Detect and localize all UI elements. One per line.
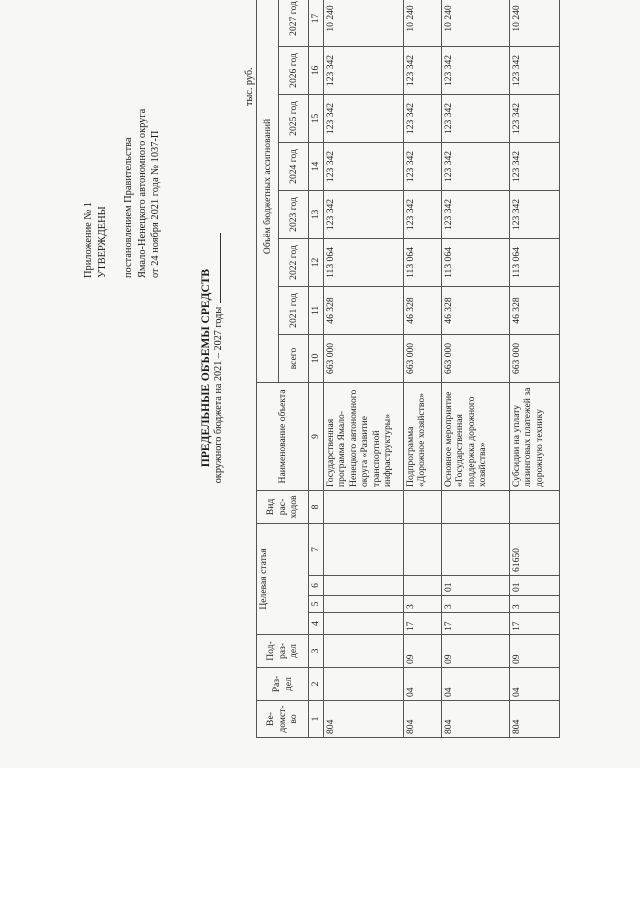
cell-subsection: 09 — [441, 635, 509, 668]
header-subsection: Под-раз-дел — [257, 635, 309, 668]
cell-exptype — [323, 490, 403, 523]
approval-decree: постановлением Правительства — [123, 137, 134, 278]
cell-target-3 — [403, 576, 441, 596]
rotated-document — [0, 1, 640, 768]
cell-year-value: 123 342 — [403, 46, 441, 94]
cell-year-value: 46 328 — [509, 286, 559, 334]
cell-subsection: 09 — [509, 635, 559, 668]
col-number: 17 — [309, 0, 324, 46]
cell-target-4 — [441, 523, 509, 575]
cell-target-2 — [323, 596, 403, 613]
col-number: 3 — [309, 635, 324, 668]
cell-year-value: 123 342 — [323, 142, 403, 190]
cell-section: 04 — [441, 668, 509, 701]
col-number: 16 — [309, 46, 324, 94]
cell-name: Субсидии на уплату лизинговых платежей за дорожную технику — [509, 382, 559, 490]
cell-dept: 804 — [323, 701, 403, 738]
cell-year-value: 123 342 — [509, 46, 559, 94]
header-section: Раз-дел — [257, 668, 309, 701]
col-number: 6 — [309, 576, 324, 596]
cell-target-1: 17 — [509, 613, 559, 635]
cell-name: Основное мероприятие «Государственная поддержка дорожного хозяйства» — [441, 382, 509, 490]
cell-total: 663 000 — [441, 334, 509, 382]
cell-dept: 804 — [403, 701, 441, 738]
cell-target-3: 01 — [441, 576, 509, 596]
approval-block — [82, 109, 163, 278]
cell-target-3 — [323, 576, 403, 596]
cell-year-value: 123 342 — [509, 94, 559, 142]
cell-total: 663 000 — [403, 334, 441, 382]
col-number: 7 — [309, 523, 324, 575]
cell-exptype — [441, 490, 509, 523]
cell-year-value: 123 342 — [323, 46, 403, 94]
cell-subsection — [323, 635, 403, 668]
cell-dept: 804 — [441, 701, 509, 738]
cell-total: 663 000 — [509, 334, 559, 382]
cell-year-value: 10 240 — [509, 0, 559, 46]
col-number: 2 — [309, 668, 324, 701]
document-title: ПРЕДЕЛЬНЫЕ ОБЪЕМЫ СРЕДСТВ — [200, 268, 212, 468]
cell-target-2: 3 — [403, 596, 441, 613]
col-number: 13 — [309, 190, 324, 238]
col-number: 9 — [309, 382, 324, 490]
cell-target-1: 17 — [403, 613, 441, 635]
header-total: всего — [279, 334, 309, 382]
cell-section: 04 — [403, 668, 441, 701]
col-number: 4 — [309, 613, 324, 635]
col-number: 1 — [309, 701, 324, 738]
cell-year-value: 46 328 — [441, 286, 509, 334]
header-year: 2021 год — [279, 286, 309, 334]
cell-year-value: 123 342 — [441, 190, 509, 238]
table-row — [323, 0, 403, 738]
approval-government: Ямало-Ненецкого автономного округа — [136, 108, 148, 278]
subtitle-blank-line — [220, 233, 221, 303]
cell-year-value: 123 342 — [403, 190, 441, 238]
cell-year-value: 113 064 — [509, 238, 559, 286]
header-exptype: Вид рас-ходов — [257, 490, 309, 523]
header-year: 2026 год — [279, 46, 309, 94]
header-name: Наименование объекта — [257, 382, 309, 490]
col-number: 5 — [309, 596, 324, 613]
col-number: 15 — [309, 94, 324, 142]
col-number: 12 — [309, 238, 324, 286]
approval-approved: УТВЕРЖДЕНЫ — [96, 206, 108, 278]
cell-target-1 — [323, 613, 403, 635]
header-year: 2027 год — [279, 0, 309, 46]
cell-target-4: 61650 — [509, 523, 559, 575]
col-number: 8 — [309, 490, 324, 523]
cell-year-value: 123 342 — [441, 46, 509, 94]
budget-table — [256, 0, 560, 738]
col-number: 11 — [309, 286, 324, 334]
cell-year-value: 46 328 — [323, 286, 403, 334]
cell-year-value: 123 342 — [323, 94, 403, 142]
cell-year-value: 113 064 — [441, 238, 509, 286]
cell-target-1: 17 — [441, 613, 509, 635]
header-year: 2024 год — [279, 142, 309, 190]
cell-year-value: 10 240 — [403, 0, 441, 46]
cell-year-value: 113 064 — [403, 238, 441, 286]
cell-target-3: 01 — [509, 576, 559, 596]
cell-section — [323, 668, 403, 701]
cell-target-4 — [323, 523, 403, 575]
header-year: 2025 год — [279, 94, 309, 142]
col-number: 14 — [309, 142, 324, 190]
cell-year-value: 123 342 — [509, 190, 559, 238]
cell-total: 663 000 — [323, 334, 403, 382]
cell-section: 04 — [509, 668, 559, 701]
cell-target-2: 3 — [441, 596, 509, 613]
cell-year-value: 123 342 — [403, 142, 441, 190]
cell-year-value: 113 064 — [323, 238, 403, 286]
subtitle-text: окружного бюджета на 2021 – 2027 годы — [213, 306, 224, 484]
cell-year-value: 123 342 — [441, 142, 509, 190]
cell-dept: 804 — [509, 701, 559, 738]
col-number: 10 — [309, 334, 324, 382]
table-row — [403, 0, 441, 738]
cell-subsection: 09 — [403, 635, 441, 668]
cell-exptype — [509, 490, 559, 523]
approval-appendix: Приложение № 1 — [83, 201, 94, 278]
cell-name: Подпрограмма «Дорожное хозяйство» — [403, 382, 441, 490]
header-target: Целевая статья — [257, 523, 309, 634]
header-year: 2023 год — [279, 190, 309, 238]
cell-year-value: 10 240 — [441, 0, 509, 46]
cell-year-value: 123 342 — [441, 94, 509, 142]
cell-target-2: 3 — [509, 596, 559, 613]
cell-year-value: 123 342 — [509, 142, 559, 190]
header-year: 2022 год — [279, 238, 309, 286]
cell-year-value: 10 240 — [323, 0, 403, 46]
cell-target-4 — [403, 523, 441, 575]
unit-label: тыс. руб. — [244, 67, 255, 106]
cell-year-value: 123 342 — [323, 190, 403, 238]
document-subtitle — [213, 148, 224, 568]
approval-date: от 24 ноября 2021 года № 1037-П — [150, 130, 161, 278]
cell-name: Государственная программа Ямало-Ненецкого автономного округа «Развитие транспортной инфраструктуры» — [323, 382, 403, 490]
table-row — [441, 0, 509, 738]
header-volume: Объём бюджетных ассигнований — [257, 0, 279, 382]
cell-year-value: 123 342 — [403, 94, 441, 142]
cell-exptype — [403, 490, 441, 523]
table-row — [509, 0, 559, 738]
cell-year-value: 46 328 — [403, 286, 441, 334]
header-dept: Ве-домст-во — [257, 701, 309, 738]
